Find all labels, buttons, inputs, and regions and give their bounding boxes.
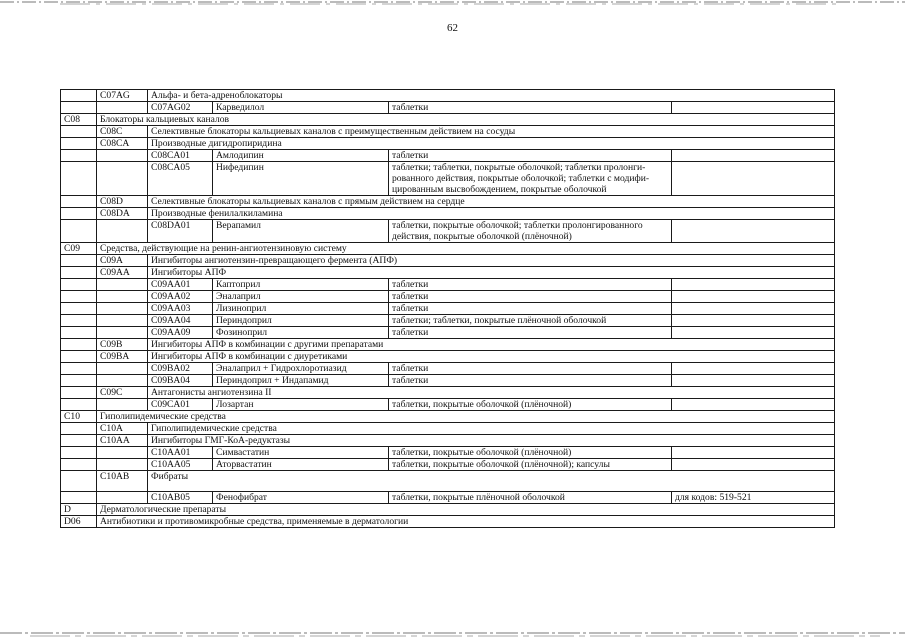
drug-row [61,399,835,411]
drug-row [61,327,835,339]
drug-row [61,315,835,327]
dosage-form: таблетки, покрытые оболочкой (плёночной); капсулы [389,459,672,471]
note [672,399,835,411]
group-code: C09BA [97,351,148,363]
group-label: Селективные блокаторы кальциевых каналов с преимущественным действием на сосуды [148,126,835,138]
class-code-empty [61,459,97,471]
class-code-empty [61,291,97,303]
drug-code: C07AG02 [148,102,213,114]
scan-edge-top [0,0,905,6]
dosage-form: таблетки [389,363,672,375]
group-label: Ингибиторы АПФ [148,267,835,279]
group-row [61,255,835,267]
group-label: Ингибиторы АПФ в комбинации с другими препаратами [148,339,835,351]
note: для кодов: 519-521 [672,492,835,504]
note [672,375,835,387]
group-code-empty [97,327,148,339]
group-label: Ингибиторы ГМГ-КоА-редуктазы [148,435,835,447]
class-code: D06 [61,516,97,528]
group-label: Производные дигидропиридина [148,138,835,150]
drug-name: Симвастатин [213,447,389,459]
group-code-empty [97,162,148,196]
group-code-empty [97,492,148,504]
note [672,447,835,459]
drug-row [61,492,835,504]
group-code: C08CA [97,138,148,150]
group-code: C08D [97,196,148,208]
class-code-empty [61,387,97,399]
class-code-empty [61,471,97,492]
drug-name: Лизиноприл [213,303,389,315]
class-label: Дерматологические препараты [97,504,835,516]
dosage-form: таблетки, покрытые оболочкой (плёночной) [389,447,672,459]
drug-name: Лозартан [213,399,389,411]
dosage-form: таблетки [389,150,672,162]
group-label: Ингибиторы АПФ в комбинации с диуретиками [148,351,835,363]
class-code-empty [61,375,97,387]
group-label: Селективные блокаторы кальциевых каналов с прямым действием на сердце [148,196,835,208]
group-code-empty [97,363,148,375]
class-code-empty [61,162,97,196]
class-code-empty [61,363,97,375]
drug-code: C09CA01 [148,399,213,411]
group-code: C10AA [97,435,148,447]
class-code-empty [61,126,97,138]
drug-row [61,220,835,243]
group-code-empty [97,459,148,471]
group-code-empty [97,303,148,315]
drug-code: C10AA01 [148,447,213,459]
group-row [61,126,835,138]
class-code-empty [61,339,97,351]
group-label: Гиполипидемические средства [148,423,835,435]
group-code: C10A [97,423,148,435]
group-label: Фибраты [148,471,835,492]
group-label: Альфа- и бета-адреноблокаторы [148,90,835,102]
drug-name: Аторвастатин [213,459,389,471]
class-code-empty [61,492,97,504]
drug-name: Карведилол [213,102,389,114]
note [672,303,835,315]
dosage-form: таблетки [389,279,672,291]
class-code-empty [61,435,97,447]
drug-code: C09AA04 [148,315,213,327]
note [672,315,835,327]
group-code: C09A [97,255,148,267]
group-code-empty [97,102,148,114]
drug-row [61,303,835,315]
group-code: C09B [97,339,148,351]
drug-name: Нифедипин [213,162,389,196]
group-code-empty [97,447,148,459]
group-row [61,138,835,150]
scan-edge-bottom [0,630,905,638]
dosage-form: таблетки, покрытые оболочкой; таблетки пролонгированного действия, покрытые оболочкой (плёночной) [389,220,672,243]
class-code-empty [61,138,97,150]
drug-name: Эналаприл + Гидрохлоротиазид [213,363,389,375]
dosage-form: таблетки [389,102,672,114]
class-code-empty [61,399,97,411]
dosage-form: таблетки [389,303,672,315]
drug-name: Каптоприл [213,279,389,291]
dosage-form: таблетки [389,375,672,387]
drug-name: Фенофибрат [213,492,389,504]
group-code-empty [97,279,148,291]
class-code-empty [61,315,97,327]
drug-name: Периндоприл + Индапамид [213,375,389,387]
dosage-form: таблетки [389,327,672,339]
drug-row [61,447,835,459]
drug-row [61,162,835,196]
class-code-empty [61,102,97,114]
class-label: Гиполипидемические средства [97,411,835,423]
group-code: C10AB [97,471,148,492]
drug-row [61,102,835,114]
dosage-form: таблетки; таблетки, покрытые оболочкой; таблетки пролонги-рованного действия, покрытые оболочкой; таблетки с модифи-цированным высвобождением, покрытые оболочкой [389,162,672,196]
group-code-empty [97,375,148,387]
group-code-empty [97,150,148,162]
drug-name: Амлодипин [213,150,389,162]
drug-code: C10AA05 [148,459,213,471]
class-code: C09 [61,243,97,255]
class-code-empty [61,208,97,220]
class-code-empty [61,303,97,315]
drug-code: C09AA02 [148,291,213,303]
note [672,150,835,162]
group-row [61,267,835,279]
drug-name: Верапамил [213,220,389,243]
class-row [61,411,835,423]
class-code-empty [61,196,97,208]
dosage-form: таблетки; таблетки, покрытые плёночной оболочкой [389,315,672,327]
group-row [61,351,835,363]
class-code-empty [61,447,97,459]
group-code: C08DA [97,208,148,220]
drug-name: Периндоприл [213,315,389,327]
class-code-empty [61,90,97,102]
note [672,327,835,339]
page-number: 62 [447,22,458,34]
class-row [61,516,835,528]
group-row [61,339,835,351]
drug-name: Эналаприл [213,291,389,303]
class-code-empty [61,220,97,243]
class-code-empty [61,279,97,291]
class-row [61,504,835,516]
class-code-empty [61,327,97,339]
class-code-empty [61,255,97,267]
group-row [61,423,835,435]
drug-code: C10AB05 [148,492,213,504]
group-code-empty [97,291,148,303]
drug-row [61,363,835,375]
drug-code: C08CA05 [148,162,213,196]
drug-code: C09BA04 [148,375,213,387]
group-row [61,435,835,447]
group-row [61,387,835,399]
note [672,291,835,303]
class-code: C10 [61,411,97,423]
group-row [61,208,835,220]
note [672,220,835,243]
group-code-empty [97,399,148,411]
group-label: Антагонисты ангиотензина II [148,387,835,399]
note [672,279,835,291]
class-code-empty [61,351,97,363]
class-row [61,114,835,126]
note [672,102,835,114]
drug-name: Фозиноприл [213,327,389,339]
dosage-form: таблетки [389,291,672,303]
class-label: Блокаторы кальциевых каналов [97,114,835,126]
group-code-empty [97,220,148,243]
drug-code: C09AA03 [148,303,213,315]
note [672,459,835,471]
note [672,363,835,375]
drug-code: C08CA01 [148,150,213,162]
group-label: Производные фенилалкиламина [148,208,835,220]
dosage-form: таблетки, покрытые оболочкой (плёночной) [389,399,672,411]
dosage-form: таблетки, покрытые плёночной оболочкой [389,492,672,504]
drug-row [61,150,835,162]
group-row [61,196,835,208]
class-code: C08 [61,114,97,126]
group-code: C09AA [97,267,148,279]
drug-row [61,375,835,387]
group-code: C08C [97,126,148,138]
group-label: Ингибиторы ангиотензин-превращающего фермента (АПФ) [148,255,835,267]
drug-row [61,279,835,291]
class-code: D [61,504,97,516]
atc-classification-table [60,89,835,528]
group-code: C09C [97,387,148,399]
drug-code: C08DA01 [148,220,213,243]
class-code-empty [61,423,97,435]
class-label: Средства, действующие на ренин-ангиотензиновую систему [97,243,835,255]
class-code-empty [61,267,97,279]
drug-code: C09AA09 [148,327,213,339]
class-row [61,243,835,255]
drug-code: C09BA02 [148,363,213,375]
group-code-empty [97,315,148,327]
group-code: C07AG [97,90,148,102]
drug-row [61,459,835,471]
group-row [61,471,835,492]
class-code-empty [61,150,97,162]
class-label: Антибиотики и противомикробные средства, применяемые в дерматологии [97,516,835,528]
note [672,162,835,196]
group-row [61,90,835,102]
drug-row [61,291,835,303]
drug-code: C09AA01 [148,279,213,291]
